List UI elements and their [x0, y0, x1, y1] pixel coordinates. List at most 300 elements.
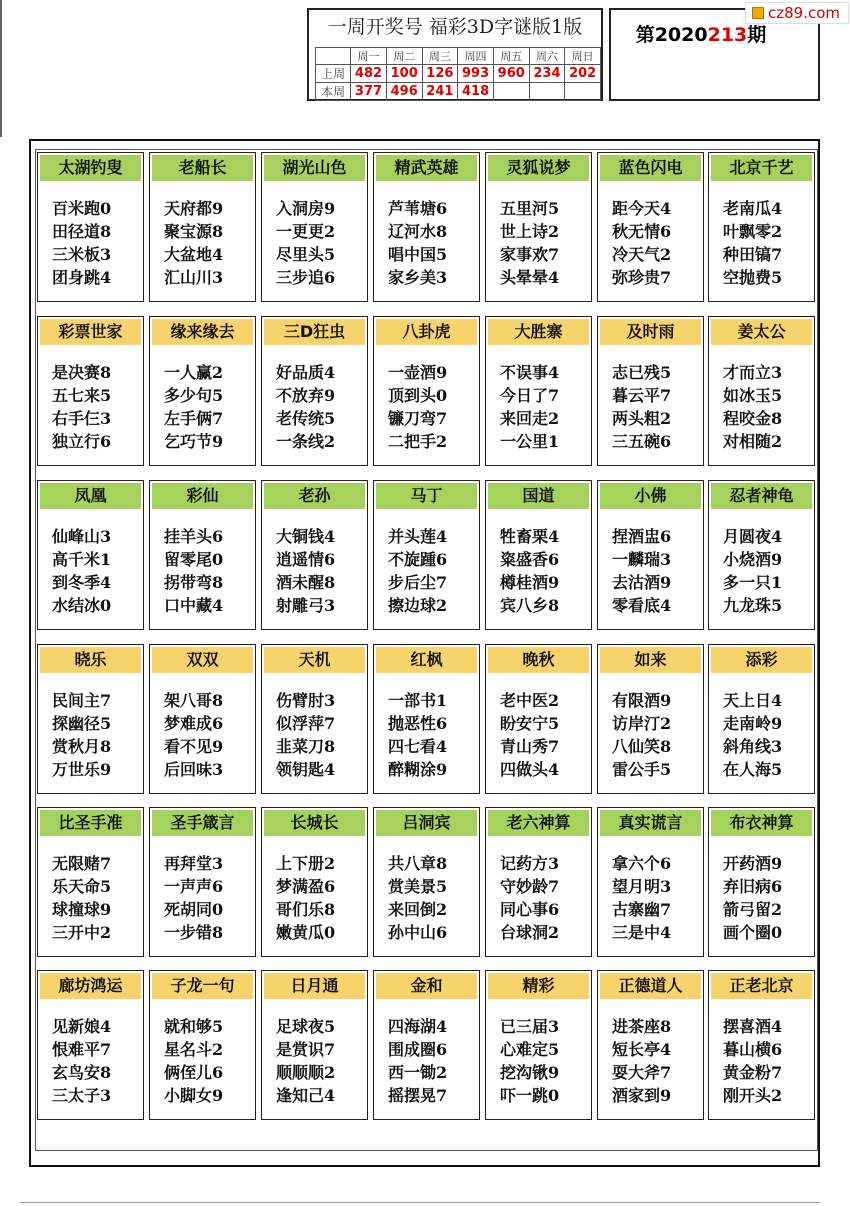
riddle-line: 俩侄儿6 — [164, 1063, 224, 1082]
card-title: 姜太公 — [711, 319, 812, 345]
riddle-line: 入洞房9 — [276, 199, 336, 218]
riddle-card — [708, 480, 815, 630]
card-title: 老六神算 — [488, 810, 589, 836]
riddle-line: 梦满盈6 — [276, 877, 336, 896]
riddle-line: 志已残5 — [612, 363, 672, 382]
riddle-line: 冷天气2 — [612, 245, 672, 264]
card-title: 天机 — [264, 647, 365, 673]
card-title: 国道 — [488, 483, 589, 509]
card-title: 子龙一句 — [152, 973, 253, 999]
draw-number: 234 — [529, 65, 565, 83]
riddle-line: 九龙珠5 — [723, 596, 783, 615]
card-title: 添彩 — [711, 647, 812, 673]
riddle-line: 乐天命5 — [52, 877, 112, 896]
draw-number — [493, 83, 529, 101]
riddle-line: 尽里头5 — [276, 245, 336, 264]
riddle-line: 共八章8 — [388, 854, 448, 873]
riddle-card — [149, 152, 256, 302]
riddle-card — [149, 644, 256, 794]
riddle-line: 已三届3 — [500, 1017, 560, 1036]
issue-prefix: 第2020 — [635, 24, 708, 46]
riddle-line: 西一锄2 — [388, 1063, 448, 1082]
card-lines — [500, 852, 559, 944]
card-title: 彩仙 — [152, 483, 253, 509]
riddle-line: 团身跳4 — [52, 268, 112, 287]
card-title: 廊坊鸿运 — [40, 973, 141, 999]
card-lines — [388, 197, 447, 289]
site-logo-icon — [752, 7, 764, 19]
riddle-card — [37, 970, 144, 1120]
riddle-line: 大铜钱4 — [276, 527, 336, 546]
riddle-line: 上下册2 — [276, 854, 336, 873]
card-lines — [723, 852, 782, 944]
riddle-line: 两头粗2 — [612, 409, 672, 428]
riddle-card — [261, 807, 368, 957]
riddle-card — [708, 807, 815, 957]
card-lines — [52, 197, 111, 289]
riddle-line: 围成圈6 — [388, 1040, 448, 1059]
card-lines — [52, 852, 111, 944]
card-lines — [723, 197, 782, 289]
card-title: 八卦虎 — [376, 319, 477, 345]
riddle-line: 赏美景5 — [388, 877, 448, 896]
riddle-card — [597, 152, 704, 302]
riddle-line: 逢知己4 — [276, 1086, 336, 1105]
riddle-line: 去沽酒9 — [612, 573, 672, 592]
riddle-line: 挂羊头6 — [164, 527, 224, 546]
riddle-line: 弥珍贵7 — [612, 268, 672, 287]
draw-number: 202 — [565, 65, 601, 83]
riddle-line: 进茶座8 — [612, 1017, 672, 1036]
riddle-line: 刚开头2 — [723, 1086, 783, 1105]
row-label: 本周 — [316, 83, 351, 101]
riddle-line: 月圆夜4 — [723, 527, 783, 546]
card-title: 布衣神算 — [711, 810, 812, 836]
card-lines — [276, 525, 335, 617]
riddle-line: 来回倒2 — [388, 900, 448, 919]
card-lines — [388, 689, 447, 781]
card-lines — [52, 689, 111, 781]
riddle-line: 种田镐7 — [723, 245, 783, 264]
riddle-line: 辽河水8 — [388, 222, 448, 241]
riddle-line: 一公里1 — [500, 432, 560, 451]
riddle-line: 台球洞2 — [500, 923, 560, 942]
riddle-line: 头晕晕4 — [500, 268, 560, 287]
card-title: 灵狐说梦 — [488, 155, 589, 181]
card-title: 小佛 — [600, 483, 701, 509]
riddle-line: 百米跑0 — [52, 199, 112, 218]
riddle-card — [708, 644, 815, 794]
riddle-line: 架八哥8 — [164, 691, 224, 710]
riddle-line: 星名斗2 — [164, 1040, 224, 1059]
riddle-line: 左手俩7 — [164, 409, 224, 428]
riddle-line: 不误事4 — [500, 363, 560, 382]
riddle-line: 斜角线3 — [723, 737, 783, 756]
card-title: 蓝色闪电 — [600, 155, 701, 181]
riddle-line: 再拜堂3 — [164, 854, 224, 873]
card-lines — [612, 361, 671, 453]
riddle-line: 汇山川3 — [164, 268, 224, 287]
riddle-line: 恨难平7 — [52, 1040, 112, 1059]
riddle-line: 到冬季4 — [52, 573, 112, 592]
riddle-card — [597, 970, 704, 1120]
draw-number: 993 — [458, 65, 494, 83]
riddle-line: 口中藏4 — [164, 596, 224, 615]
riddle-line: 多少句5 — [164, 386, 224, 405]
riddle-line: 聚宝源8 — [164, 222, 224, 241]
card-title: 凤凰 — [40, 483, 141, 509]
weekly-draw-panel — [307, 8, 603, 101]
riddle-line: 留零尾0 — [164, 550, 224, 569]
card-lines — [164, 689, 223, 781]
riddle-card — [708, 152, 815, 302]
bottom-rule — [20, 1202, 820, 1203]
riddle-line: 对相随2 — [723, 432, 783, 451]
riddle-card — [485, 152, 592, 302]
riddle-line: 后回味3 — [164, 760, 224, 779]
riddle-card — [708, 316, 815, 466]
card-title: 老船长 — [152, 155, 253, 181]
riddle-line: 玄鸟安8 — [52, 1063, 112, 1082]
riddle-line: 小脚女9 — [164, 1086, 224, 1105]
card-lines — [500, 361, 559, 453]
riddle-line: 暮山横6 — [723, 1040, 783, 1059]
card-lines — [52, 361, 111, 453]
riddle-line: 田径道8 — [52, 222, 112, 241]
riddle-line: 记药方3 — [500, 854, 560, 873]
card-title: 精彩 — [488, 973, 589, 999]
riddle-line: 一麟瑞3 — [612, 550, 672, 569]
card-title: 晚秋 — [488, 647, 589, 673]
riddle-line: 小烧酒9 — [723, 550, 783, 569]
card-title: 真实谎言 — [600, 810, 701, 836]
riddle-card — [485, 644, 592, 794]
site-text: cz89.com — [768, 4, 841, 22]
riddle-line: 死胡同0 — [164, 900, 224, 919]
card-title: 比圣手准 — [40, 810, 141, 836]
riddle-line: 古寨幽7 — [612, 900, 672, 919]
card-lines — [388, 361, 447, 453]
riddle-card — [37, 480, 144, 630]
riddle-line: 如冰玉5 — [723, 386, 783, 405]
riddle-line: 老南瓜4 — [723, 199, 783, 218]
riddle-line: 一壶酒9 — [388, 363, 448, 382]
riddle-line: 吓一跳0 — [500, 1086, 560, 1105]
issue-suffix: 期 — [747, 24, 767, 46]
riddle-line: 一声声6 — [164, 877, 224, 896]
site-badge[interactable] — [745, 2, 849, 24]
riddle-line: 高千米1 — [52, 550, 112, 569]
riddle-line: 水结冰0 — [52, 596, 112, 615]
card-title: 正德道人 — [600, 973, 701, 999]
riddle-line: 黄金粉7 — [723, 1063, 783, 1082]
riddle-card — [149, 316, 256, 466]
card-title: 北京千艺 — [711, 155, 812, 181]
day-cell: 周六 — [529, 48, 565, 65]
riddle-line: 一条线2 — [276, 432, 336, 451]
riddle-line: 捏酒盅6 — [612, 527, 672, 546]
card-lines — [388, 1015, 447, 1107]
riddle-line: 樽桂酒9 — [500, 573, 560, 592]
riddle-line: 老中医2 — [500, 691, 560, 710]
draw-number: 496 — [386, 83, 422, 101]
riddle-line: 一步错8 — [164, 923, 224, 942]
riddle-line: 五七来5 — [52, 386, 112, 405]
riddle-line: 家事欢7 — [500, 245, 560, 264]
header-title: 一周开奖号 福彩3D字谜版1版 — [327, 16, 583, 38]
riddle-line: 一更更2 — [276, 222, 336, 241]
riddle-line: 弃旧病6 — [723, 877, 783, 896]
card-lines — [723, 361, 782, 453]
riddle-line: 酒未醒8 — [276, 573, 336, 592]
riddle-line: 拐带弯8 — [164, 573, 224, 592]
this-week-row — [316, 83, 601, 101]
card-title: 缘来缘去 — [152, 319, 253, 345]
riddle-line: 距今天4 — [612, 199, 672, 218]
riddle-line: 拿六个6 — [612, 854, 672, 873]
riddle-card — [373, 316, 480, 466]
riddle-line: 访岸汀2 — [612, 714, 672, 733]
riddle-line: 秋无情6 — [612, 222, 672, 241]
riddle-line: 好品质4 — [276, 363, 336, 382]
riddle-card — [373, 152, 480, 302]
card-lines — [164, 361, 223, 453]
riddle-line: 盼安宁5 — [500, 714, 560, 733]
riddle-line: 无限赌7 — [52, 854, 112, 873]
card-lines — [388, 525, 447, 617]
riddle-line: 天上日4 — [723, 691, 783, 710]
card-lines — [276, 689, 335, 781]
riddle-card — [37, 152, 144, 302]
card-lines — [500, 689, 559, 781]
card-lines — [164, 525, 223, 617]
draw-number — [565, 83, 601, 101]
card-title: 马丁 — [376, 483, 477, 509]
riddle-line: 在人海5 — [723, 760, 783, 779]
card-title: 彩票世家 — [40, 319, 141, 345]
riddle-line: 同心事6 — [500, 900, 560, 919]
riddle-line: 就和够5 — [164, 1017, 224, 1036]
riddle-line: 独立行6 — [52, 432, 112, 451]
riddle-line: 逍遥情6 — [276, 550, 336, 569]
riddle-line: 五里河5 — [500, 199, 560, 218]
riddle-line: 步后尘7 — [388, 573, 448, 592]
riddle-line: 大盆地4 — [164, 245, 224, 264]
riddle-line: 暮云平7 — [612, 386, 672, 405]
card-title: 三D狂虫 — [264, 319, 365, 345]
riddle-card — [37, 807, 144, 957]
riddle-line: 耍大斧7 — [612, 1063, 672, 1082]
draw-number: 482 — [351, 65, 387, 83]
riddle-line: 家乡美3 — [388, 268, 448, 287]
riddle-line: 叶飘零2 — [723, 222, 783, 241]
riddle-line: 粢盛香6 — [500, 550, 560, 569]
card-lines — [612, 852, 671, 944]
card-lines — [276, 197, 335, 289]
left-edge-rule — [0, 0, 2, 137]
card-title: 吕洞宾 — [376, 810, 477, 836]
riddle-line: 三步追6 — [276, 268, 336, 287]
card-title: 忍者神龟 — [711, 483, 812, 509]
riddle-line: 守妙龄7 — [500, 877, 560, 896]
riddle-card — [485, 807, 592, 957]
riddle-line: 抛恶性6 — [388, 714, 448, 733]
riddle-line: 见新娘4 — [52, 1017, 112, 1036]
riddle-line: 四做头4 — [500, 760, 560, 779]
riddle-line: 伤臂肘3 — [276, 691, 336, 710]
card-title: 长城长 — [264, 810, 365, 836]
riddle-line: 一人赢2 — [164, 363, 224, 382]
card-title: 双双 — [152, 647, 253, 673]
draw-number: 100 — [386, 65, 422, 83]
card-lines — [612, 197, 671, 289]
riddle-line: 画个圈0 — [723, 923, 783, 942]
riddle-card — [261, 970, 368, 1120]
riddle-line: 射雕弓3 — [276, 596, 336, 615]
riddle-line: 来回走2 — [500, 409, 560, 428]
riddle-line: 擦边球2 — [388, 596, 448, 615]
riddle-card — [149, 807, 256, 957]
riddle-card — [373, 644, 480, 794]
card-title: 圣手箴言 — [152, 810, 253, 836]
card-lines — [500, 197, 559, 289]
riddle-card — [708, 970, 815, 1120]
riddle-line: 有限酒9 — [612, 691, 672, 710]
day-cell: 周五 — [493, 48, 529, 65]
riddle-line: 世上诗2 — [500, 222, 560, 241]
riddle-card — [485, 970, 592, 1120]
riddle-line: 不放弃9 — [276, 386, 336, 405]
card-title: 晓乐 — [40, 647, 141, 673]
card-title: 红枫 — [376, 647, 477, 673]
riddle-card — [597, 480, 704, 630]
riddle-line: 民间主7 — [52, 691, 112, 710]
riddle-card — [373, 807, 480, 957]
riddle-line: 三开中2 — [52, 923, 112, 942]
riddle-line: 哥们乐8 — [276, 900, 336, 919]
riddle-line: 球撞球9 — [52, 900, 112, 919]
riddle-line: 乞巧节9 — [164, 432, 224, 451]
card-lines — [723, 1015, 782, 1107]
riddle-line: 八仙笑8 — [612, 737, 672, 756]
riddle-line: 赏秋月8 — [52, 737, 112, 756]
card-title: 金和 — [376, 973, 477, 999]
card-title: 太湖钓叟 — [40, 155, 141, 181]
riddle-line: 雷公手5 — [612, 760, 672, 779]
riddle-line: 开药酒9 — [723, 854, 783, 873]
riddle-line: 是决赛8 — [52, 363, 112, 382]
riddle-line: 领钥匙4 — [276, 760, 336, 779]
riddle-line: 三太子3 — [52, 1086, 112, 1105]
card-lines — [276, 852, 335, 944]
riddle-line: 三是中4 — [612, 923, 672, 942]
card-title: 日月通 — [264, 973, 365, 999]
riddle-line: 唱中国5 — [388, 245, 448, 264]
last-week-row — [316, 65, 601, 83]
riddle-line: 四海湖4 — [388, 1017, 448, 1036]
draw-number: 377 — [351, 83, 387, 101]
riddle-line: 走南岭9 — [723, 714, 783, 733]
card-title: 及时雨 — [600, 319, 701, 345]
card-lines — [612, 689, 671, 781]
riddle-line: 今日了7 — [500, 386, 560, 405]
riddle-line: 不旋踵6 — [388, 550, 448, 569]
riddle-line: 万世乐9 — [52, 760, 112, 779]
riddle-card — [597, 644, 704, 794]
riddle-line: 似浮萍7 — [276, 714, 336, 733]
riddle-card — [261, 152, 368, 302]
riddle-line: 镰刀弯7 — [388, 409, 448, 428]
riddle-line: 一部书1 — [388, 691, 448, 710]
riddle-card — [597, 807, 704, 957]
riddle-line: 嫩黄瓜0 — [276, 923, 336, 942]
card-lines — [500, 1015, 559, 1107]
day-cell: 周二 — [386, 48, 422, 65]
riddle-card — [485, 480, 592, 630]
riddle-line: 青山秀7 — [500, 737, 560, 756]
riddle-line: 三五碗6 — [612, 432, 672, 451]
riddle-card — [261, 316, 368, 466]
riddle-line: 芦苇塘6 — [388, 199, 448, 218]
card-lines — [388, 852, 447, 944]
day-cell: 周日 — [565, 48, 601, 65]
riddle-line: 韭菜刀8 — [276, 737, 336, 756]
riddle-line: 三米板3 — [52, 245, 112, 264]
riddle-card — [597, 316, 704, 466]
riddle-line: 天府都9 — [164, 199, 224, 218]
riddle-line: 顶到头0 — [388, 386, 448, 405]
riddle-card — [373, 970, 480, 1120]
riddle-card — [261, 644, 368, 794]
riddle-line: 牲畜栗4 — [500, 527, 560, 546]
riddle-card — [37, 644, 144, 794]
card-title: 湖光山色 — [264, 155, 365, 181]
riddle-line: 探幽径5 — [52, 714, 112, 733]
card-lines — [723, 689, 782, 781]
card-lines — [164, 1015, 223, 1107]
riddle-line: 摆喜酒4 — [723, 1017, 783, 1036]
draw-number: 126 — [422, 65, 458, 83]
riddle-card — [149, 480, 256, 630]
riddle-card — [261, 480, 368, 630]
row-label: 上周 — [316, 65, 351, 83]
riddle-line: 酒家到9 — [612, 1086, 672, 1105]
card-lines — [164, 197, 223, 289]
riddle-line: 心难定5 — [500, 1040, 560, 1059]
riddle-line: 醉糊涂9 — [388, 760, 448, 779]
riddle-line: 足球夜5 — [276, 1017, 336, 1036]
riddle-line: 看不见9 — [164, 737, 224, 756]
card-title: 如来 — [600, 647, 701, 673]
card-lines — [52, 525, 111, 617]
riddle-line: 才而立3 — [723, 363, 783, 382]
day-cell: 周一 — [351, 48, 387, 65]
riddle-line: 是赏识7 — [276, 1040, 336, 1059]
draw-number: 418 — [458, 83, 494, 101]
card-title: 老孙 — [264, 483, 365, 509]
corner-cell — [316, 48, 351, 65]
riddle-line: 孙中山6 — [388, 923, 448, 942]
riddle-line: 老传统5 — [276, 409, 336, 428]
riddle-line: 零看底4 — [612, 596, 672, 615]
riddle-line: 空抛费5 — [723, 268, 783, 287]
card-lines — [276, 361, 335, 453]
draw-number: 241 — [422, 83, 458, 101]
riddle-card — [373, 480, 480, 630]
riddle-line: 望月明3 — [612, 877, 672, 896]
card-lines — [500, 525, 559, 617]
riddle-card — [149, 970, 256, 1120]
